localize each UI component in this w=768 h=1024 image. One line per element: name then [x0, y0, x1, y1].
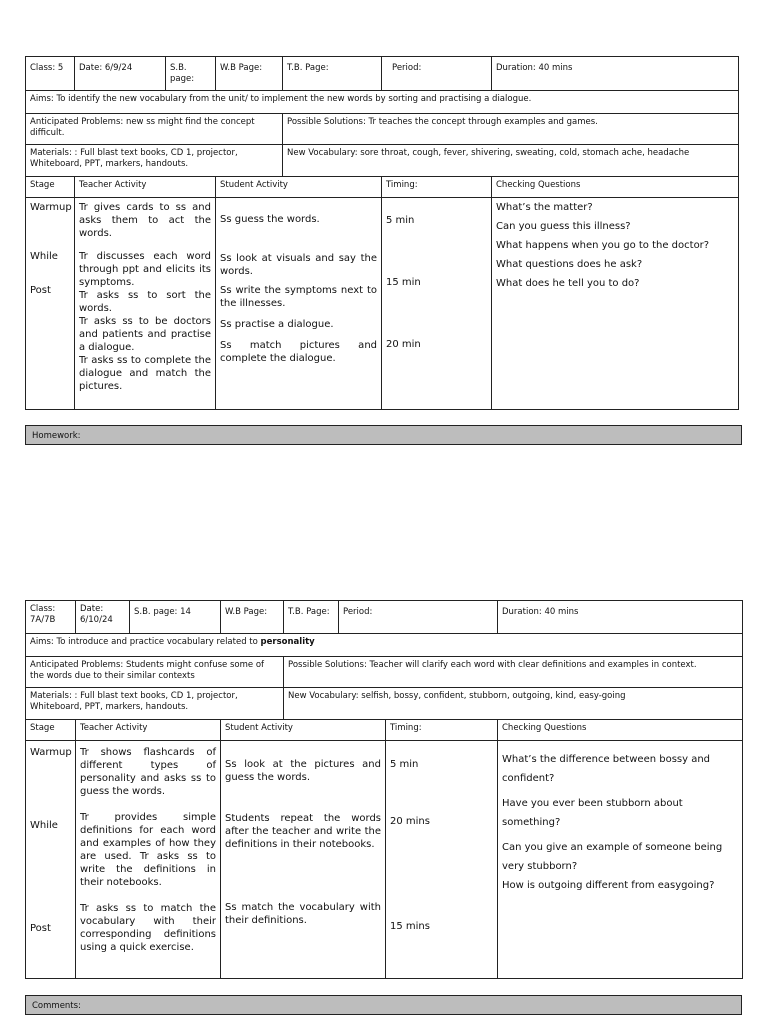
student-activity-item: Students repeat the words after the teacher and write the definitions in their notebooks.	[225, 813, 381, 850]
student-activity-item: Ss guess the words.	[220, 214, 320, 226]
student-activity-item: Ss look at visuals and say the words.	[220, 253, 377, 278]
student-activity-header: Student Activity	[221, 720, 386, 741]
teacher-activity-cell	[76, 741, 221, 979]
checking-question: Have you ever been stubborn about something?	[502, 798, 683, 828]
timing-value: 15 min	[386, 277, 421, 289]
possible-solutions-cell: Possible Solutions: Tr teaches the concept through examples and games.	[283, 114, 739, 145]
wb-page-cell: W.B Page:	[221, 601, 284, 634]
stage-header: Stage	[26, 720, 76, 741]
stage-header: Stage	[26, 177, 75, 198]
checking-question: What does he tell you to do?	[496, 278, 640, 290]
tb-page-cell: T.B. Page:	[283, 57, 382, 91]
student-activity-header: Student Activity	[216, 177, 382, 198]
stage-cell	[26, 741, 76, 979]
stage-warmup: Warmup	[30, 747, 72, 758]
class-cell: Class: 7A/7B	[26, 601, 76, 634]
comments-bar: Comments:	[25, 995, 742, 1015]
student-activity-cell	[216, 198, 382, 410]
student-activity-cell	[221, 741, 386, 979]
date-cell: Date: 6/9/24	[75, 57, 166, 91]
timing-value: 5 min	[386, 215, 415, 227]
checking-question: What’s the matter?	[496, 202, 593, 214]
student-activity-item: Ss match pictures and complete the dialogue.	[220, 340, 377, 365]
wb-page-cell: W.B Page:	[216, 57, 283, 91]
timing-value: 15 mins	[390, 921, 430, 932]
sb-page-cell: S.B. page:	[166, 57, 216, 91]
timing-value: 20 min	[386, 339, 421, 351]
student-activity-item: Ss look at the pictures and guess the words.	[225, 759, 381, 783]
period-cell: Period:	[339, 601, 498, 634]
duration-cell: Duration: 40 mins	[498, 601, 743, 634]
teacher-activity-header: Teacher Activity	[76, 720, 221, 741]
checking-questions-cell	[492, 198, 739, 410]
timing-value: 20 mins	[390, 816, 430, 827]
stage-cell	[26, 198, 75, 410]
teacher-activity-item: Tr discusses each word through ppt and elicits its symptoms.	[79, 251, 211, 289]
possible-solutions-cell: Possible Solutions: Teacher will clarify each word with clear definitions and examples in context.	[284, 657, 743, 688]
timing-cell	[386, 741, 498, 979]
stage-while: While	[30, 820, 58, 831]
sb-page-cell: S.B. page: 14	[130, 601, 221, 634]
timing-header: Timing:	[386, 720, 498, 741]
checking-questions-header: Checking Questions	[492, 177, 739, 198]
timing-cell	[382, 198, 492, 410]
stage-warmup: Warmup	[30, 202, 72, 214]
teacher-activity-item: Tr gives cards to ss and asks them to act the words.	[79, 202, 211, 240]
student-activity-item: Ss write the symptoms next to the illnesses.	[220, 285, 377, 310]
aims-text: Aims: To introduce and practice vocabulary related to	[30, 637, 261, 647]
checking-question: What questions does he ask?	[496, 259, 643, 271]
teacher-activity-cell	[75, 198, 216, 410]
lesson-plan-1	[25, 56, 739, 410]
homework-bar: Homework:	[25, 425, 742, 445]
checking-question: Can you guess this illness?	[496, 221, 631, 233]
teacher-activity-header: Teacher Activity	[75, 177, 216, 198]
student-activity-item: Ss practise a dialogue.	[220, 319, 334, 331]
teacher-activity-item: Tr shows flashcards of different types of personality and asks ss to guess the words.	[80, 747, 216, 797]
class-cell: Class: 5	[26, 57, 75, 91]
aims-topic: personality	[260, 637, 315, 647]
stage-while: While	[30, 251, 58, 263]
aims-cell: Aims: To identify the new vocabulary from the unit/ to implement the new words by sorting and practising a dialogue.	[26, 91, 739, 114]
teacher-activity-item: Tr asks ss to match the vocabulary with their corresponding definitions using a quick exercise.	[80, 903, 216, 953]
materials-cell: Materials: : Full blast text books, CD 1, projector, Whiteboard, PPT, markers, handouts.	[26, 145, 283, 177]
timing-value: 5 min	[390, 759, 419, 770]
new-vocabulary-cell: New Vocabulary: selfish, bossy, confident, stubborn, outgoing, kind, easy-going	[284, 688, 743, 720]
anticipated-problems-cell: Anticipated Problems: Students might confuse some of the words due to their similar contexts	[26, 657, 284, 688]
date-cell: Date: 6/10/24	[76, 601, 130, 634]
duration-cell: Duration: 40 mins	[492, 57, 739, 91]
checking-questions-header: Checking Questions	[498, 720, 743, 741]
teacher-activity-item: Tr asks ss to complete the dialogue and match the pictures.	[79, 355, 211, 393]
checking-question: How is outgoing different from easygoing?	[502, 880, 715, 891]
stage-post: Post	[30, 285, 51, 297]
teacher-activity-item: Tr provides simple definitions for each word and examples of how they are used. Tr asks ss to write the definitions in their notebooks.	[80, 812, 216, 888]
student-activity-item: Ss match the vocabulary with their definitions.	[225, 902, 381, 926]
teacher-activity-item: Tr asks ss to be doctors and patients and practise a dialogue.	[79, 316, 211, 354]
checking-questions-cell	[498, 741, 743, 979]
aims-cell	[26, 634, 743, 657]
stage-post: Post	[30, 923, 51, 934]
teacher-activity-item: Tr asks ss to sort the words.	[79, 290, 211, 315]
checking-question: Can you give an example of someone being very stubborn?	[502, 842, 723, 872]
materials-cell: Materials: : Full blast text books, CD 1, projector, Whiteboard, PPT, markers, handouts.	[26, 688, 284, 720]
checking-question: What happens when you go to the doctor?	[496, 240, 710, 252]
timing-header: Timing:	[382, 177, 492, 198]
anticipated-problems-cell: Anticipated Problems: new ss might find the concept difficult.	[26, 114, 283, 145]
tb-page-cell: T.B. Page:	[284, 601, 339, 634]
new-vocabulary-cell: New Vocabulary: sore throat, cough, fever, shivering, sweating, cold, stomach ache, headache	[283, 145, 739, 177]
period-cell: Period:	[382, 57, 492, 91]
lesson-plan-2	[25, 600, 743, 979]
checking-question: What’s the difference between bossy and confident?	[502, 754, 711, 784]
